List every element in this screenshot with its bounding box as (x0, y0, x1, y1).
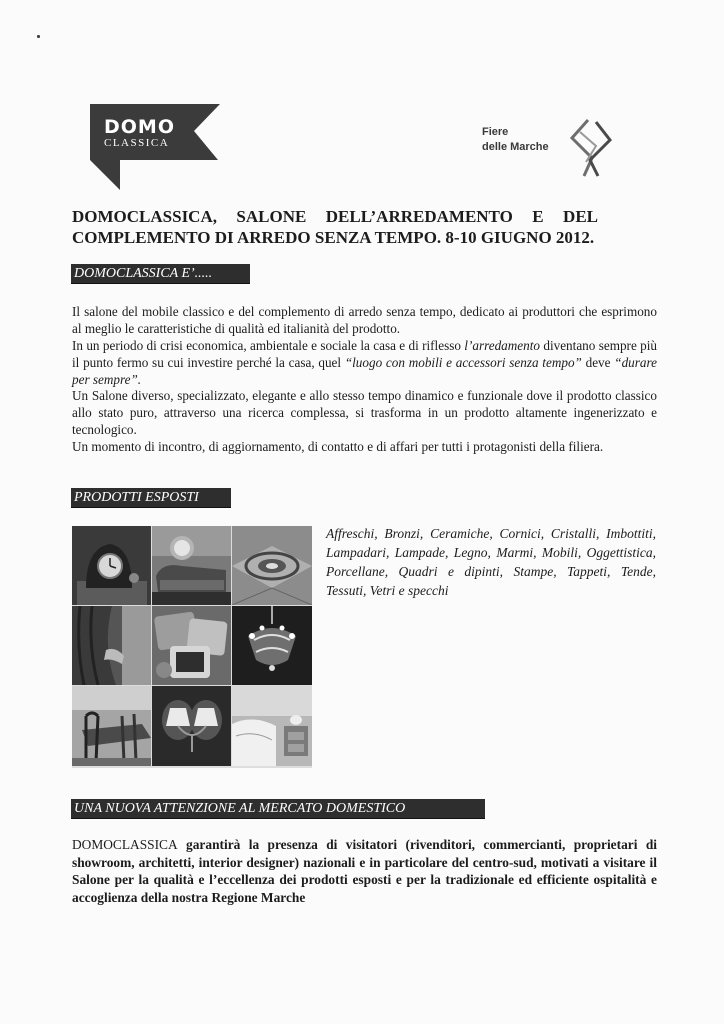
domo-wordmark: DOMO (104, 116, 175, 138)
paragraph-visitatori (72, 836, 657, 906)
paragraph-incontro: Un momento di incontro, di aggiornamento, di contatto e di affari per tutti i protagonisti della filiera. (72, 439, 604, 454)
p2-text-c: diventano sempre più il punto fermo su cui investire perché la casa, quel (72, 338, 658, 370)
p5-bold-text: garantirà la presenza di visitatori (rivenditori, commercianti, proprietari di showroom, architetti, interior designer) nazionali e in particolare del centro-sud, motivati a visitare il Salone per la qualità e l’eccellenza dei prodotti esposti e per la tradizionale ed efficiente ospitalità e accoglienza della nostra Regione Marche (72, 837, 657, 905)
photo-dining (72, 686, 151, 766)
products-list: Affreschi, Bronzi, Ceramiche, Cornici, Cristalli, Imbottiti, Lampadari, Lampade, Legno, Marmi, Mobili, Oggettistica, Porcellane, Quadri e dipinti, Stampe, Tappeti, Tende, Tessuti, Vetri e specchi (326, 526, 656, 598)
products-photo-grid (72, 526, 312, 768)
document-title (72, 206, 598, 248)
p2-italic-arredamento: l’arredamento (464, 338, 540, 353)
p2-text-a: In un periodo di crisi economica, ambientale e sociale la casa e di riflesso (72, 338, 465, 353)
photo-curtain (72, 606, 151, 685)
photo-bedroom (232, 686, 312, 766)
p2-text-e: deve (581, 355, 615, 370)
title-line2: COMPLEMENTO DI ARREDO SENZA TEMPO. 8-10 GIUGNO 2012. (72, 228, 595, 247)
photo-wall-lamps (152, 686, 231, 766)
photo-clock (72, 526, 151, 605)
fiere-mark-icon (566, 118, 616, 178)
paragraph-salone: Un Salone diverso, specializzato, elegante e allo stesso tempo dinamico e funzionale dove il prodotto classico allo stato puro, attraverso una ricerca complessa, si trasforma in un prodotto altamente ingenerizzato e tecnologico. (72, 388, 657, 437)
p2-italic-durare: “durare per sempre”. (72, 355, 657, 387)
section-header-prodotti: PRODOTTI ESPOSTI (71, 488, 231, 508)
fiere-logo-text (482, 125, 564, 155)
section-header-mercato: UNA NUOVA ATTENZIONE AL MERCATO DOMESTICO (71, 799, 485, 819)
photo-sofa (152, 526, 231, 605)
p5-brand: DOMOCLASSICA (72, 837, 178, 852)
fiere-line1: Fiere (482, 126, 509, 138)
photo-cushions (152, 606, 231, 685)
paragraph-crisis (72, 337, 657, 388)
classica-wordmark: CLASSICA (104, 137, 170, 149)
title-line1: DOMOCLASSICA, SALONE DELL’ARREDAMENTO E DEL (72, 207, 598, 226)
domoclassica-logo (90, 104, 220, 190)
section-header-domoclassica: DOMOCLASSICA E’..... (71, 264, 250, 284)
p2-italic-luogo: “luogo con mobili e accessori senza tempo” (344, 355, 582, 370)
fiere-line2: delle Marche (482, 141, 549, 153)
photo-chandelier (232, 606, 312, 685)
fiere-delle-marche-logo (482, 118, 622, 178)
photo-marble-floor (232, 526, 312, 605)
paragraph-intro: Il salone del mobile classico e del complemento di arredo senza tempo, dedicato ai produttori che esprimono al meglio le caratteristiche di qualità ed italianità del prodotto. (72, 304, 657, 336)
scan-speck (37, 35, 40, 38)
